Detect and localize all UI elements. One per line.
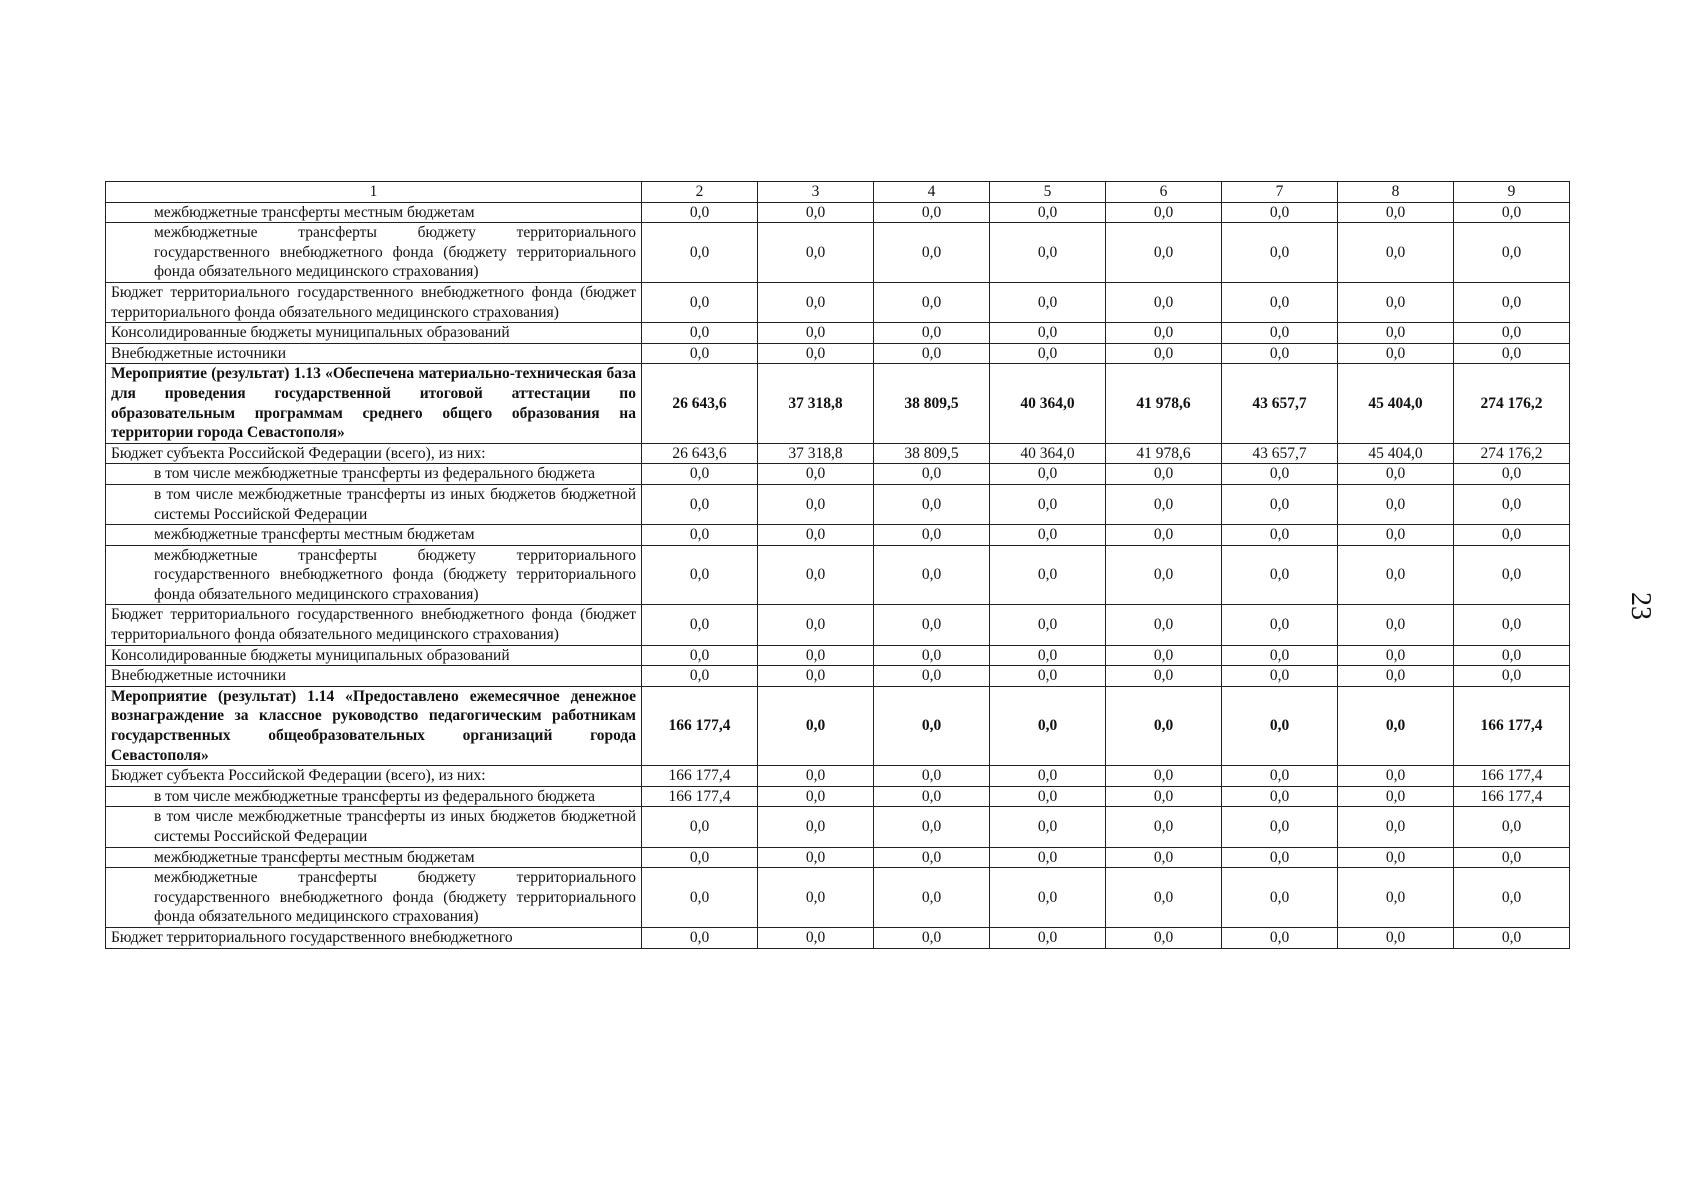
value-cell: 0,0 <box>1222 525 1338 546</box>
table-row <box>106 645 1570 666</box>
value-cell: 0,0 <box>1454 545 1570 605</box>
value-cell: 0,0 <box>1454 282 1570 322</box>
value-cell: 0,0 <box>990 666 1106 687</box>
value-cell: 0,0 <box>990 545 1106 605</box>
value-cell: 0,0 <box>758 525 874 546</box>
value-cell: 0,0 <box>874 807 990 847</box>
value-cell: 0,0 <box>990 847 1106 868</box>
table-row <box>106 323 1570 344</box>
value-cell: 0,0 <box>1222 202 1338 223</box>
table-row <box>106 686 1570 765</box>
header-row <box>106 182 1570 203</box>
value-cell: 0,0 <box>1338 847 1454 868</box>
value-cell: 0,0 <box>758 847 874 868</box>
value-cell: 0,0 <box>1106 927 1222 948</box>
value-cell: 0,0 <box>758 868 874 928</box>
value-cell: 274 176,2 <box>1454 443 1570 464</box>
value-cell: 0,0 <box>990 927 1106 948</box>
value-cell: 0,0 <box>1106 786 1222 807</box>
header-cell: 4 <box>874 182 990 203</box>
value-cell: 26 643,6 <box>642 364 758 443</box>
row-label: в том числе межбюджетные трансферты из иных бюджетов бюджетной системы Российской Федерации <box>106 807 642 847</box>
header-cell: 7 <box>1222 182 1338 203</box>
value-cell: 0,0 <box>1106 525 1222 546</box>
budget-table-sheet <box>105 181 1570 949</box>
header-cell: 8 <box>1338 182 1454 203</box>
value-cell: 0,0 <box>874 645 990 666</box>
table-row <box>106 545 1570 605</box>
value-cell: 0,0 <box>990 223 1106 283</box>
value-cell: 0,0 <box>1338 686 1454 765</box>
value-cell: 37 318,8 <box>758 443 874 464</box>
value-cell: 0,0 <box>1222 847 1338 868</box>
value-cell: 0,0 <box>642 927 758 948</box>
value-cell: 0,0 <box>990 282 1106 322</box>
value-cell: 0,0 <box>1454 807 1570 847</box>
value-cell: 0,0 <box>990 343 1106 364</box>
value-cell: 0,0 <box>642 807 758 847</box>
value-cell: 0,0 <box>874 464 990 485</box>
value-cell: 40 364,0 <box>990 364 1106 443</box>
value-cell: 0,0 <box>874 786 990 807</box>
value-cell: 40 364,0 <box>990 443 1106 464</box>
value-cell: 0,0 <box>1222 464 1338 485</box>
value-cell: 0,0 <box>990 323 1106 344</box>
header-cell: 6 <box>1106 182 1222 203</box>
row-label: Внебюджетные источники <box>106 666 642 687</box>
row-label: Мероприятие (результат) 1.14 «Предоставлено ежемесячное денежное вознаграждение за классное руководство педагогическим работникам государственных общеобразовательных организаций города Севастополя» <box>106 686 642 765</box>
value-cell: 274 176,2 <box>1454 364 1570 443</box>
value-cell: 0,0 <box>1454 927 1570 948</box>
value-cell: 0,0 <box>1338 545 1454 605</box>
value-cell: 0,0 <box>1222 927 1338 948</box>
value-cell: 0,0 <box>1106 847 1222 868</box>
value-cell: 0,0 <box>1454 525 1570 546</box>
value-cell: 0,0 <box>874 484 990 524</box>
value-cell: 0,0 <box>1106 202 1222 223</box>
row-label: межбюджетные трансферты бюджету территориального государственного внебюджетного фонда (бюджету территориального фонда обязательного медицинского страхования) <box>106 223 642 283</box>
value-cell: 0,0 <box>642 605 758 645</box>
value-cell: 0,0 <box>1454 343 1570 364</box>
value-cell: 0,0 <box>1338 323 1454 344</box>
value-cell: 0,0 <box>1338 786 1454 807</box>
value-cell: 0,0 <box>1454 323 1570 344</box>
value-cell: 0,0 <box>758 282 874 322</box>
value-cell: 0,0 <box>1106 666 1222 687</box>
value-cell: 0,0 <box>1222 605 1338 645</box>
value-cell: 0,0 <box>990 686 1106 765</box>
value-cell: 0,0 <box>758 223 874 283</box>
value-cell: 0,0 <box>1338 927 1454 948</box>
value-cell: 38 809,5 <box>874 443 990 464</box>
value-cell: 0,0 <box>1338 666 1454 687</box>
value-cell: 45 404,0 <box>1338 443 1454 464</box>
value-cell: 0,0 <box>758 786 874 807</box>
row-label: межбюджетные трансферты местным бюджетам <box>106 847 642 868</box>
value-cell: 0,0 <box>642 202 758 223</box>
table-row <box>106 868 1570 928</box>
table-row <box>106 847 1570 868</box>
value-cell: 0,0 <box>874 545 990 605</box>
value-cell: 41 978,6 <box>1106 443 1222 464</box>
value-cell: 0,0 <box>990 605 1106 645</box>
value-cell: 0,0 <box>874 605 990 645</box>
value-cell: 0,0 <box>1338 202 1454 223</box>
value-cell: 0,0 <box>1454 645 1570 666</box>
value-cell: 0,0 <box>1106 223 1222 283</box>
header-cell: 1 <box>106 182 642 203</box>
table-body <box>106 182 1570 949</box>
table-row <box>106 786 1570 807</box>
value-cell: 0,0 <box>1106 868 1222 928</box>
value-cell: 0,0 <box>1222 282 1338 322</box>
value-cell: 0,0 <box>642 464 758 485</box>
value-cell: 0,0 <box>1338 525 1454 546</box>
table-row <box>106 223 1570 283</box>
value-cell: 0,0 <box>1106 282 1222 322</box>
value-cell: 166 177,4 <box>642 686 758 765</box>
value-cell: 0,0 <box>642 545 758 605</box>
value-cell: 0,0 <box>990 464 1106 485</box>
value-cell: 0,0 <box>990 868 1106 928</box>
value-cell: 0,0 <box>1454 202 1570 223</box>
value-cell: 38 809,5 <box>874 364 990 443</box>
row-label: Консолидированные бюджеты муниципальных образований <box>106 645 642 666</box>
table-row <box>106 766 1570 787</box>
value-cell: 0,0 <box>1222 484 1338 524</box>
value-cell: 0,0 <box>874 847 990 868</box>
value-cell: 0,0 <box>1338 343 1454 364</box>
row-label: межбюджетные трансферты местным бюджетам <box>106 202 642 223</box>
value-cell: 0,0 <box>1222 666 1338 687</box>
page-number: 23 <box>1625 592 1656 620</box>
value-cell: 0,0 <box>1338 464 1454 485</box>
table-row <box>106 464 1570 485</box>
header-cell: 9 <box>1454 182 1570 203</box>
value-cell: 0,0 <box>758 323 874 344</box>
row-label: Внебюджетные источники <box>106 343 642 364</box>
value-cell: 0,0 <box>1338 645 1454 666</box>
value-cell: 0,0 <box>874 927 990 948</box>
value-cell: 0,0 <box>990 202 1106 223</box>
value-cell: 0,0 <box>1222 545 1338 605</box>
value-cell: 166 177,4 <box>642 766 758 787</box>
value-cell: 0,0 <box>1454 605 1570 645</box>
value-cell: 0,0 <box>1106 605 1222 645</box>
value-cell: 0,0 <box>1106 686 1222 765</box>
value-cell: 0,0 <box>758 343 874 364</box>
table-row <box>106 666 1570 687</box>
value-cell: 0,0 <box>642 223 758 283</box>
value-cell: 0,0 <box>642 868 758 928</box>
table-row <box>106 605 1570 645</box>
value-cell: 0,0 <box>758 666 874 687</box>
value-cell: 0,0 <box>990 786 1106 807</box>
row-label: Бюджет территориального государственного внебюджетного фонда (бюджет территориального фонда обязательного медицинского страхования) <box>106 282 642 322</box>
header-cell: 5 <box>990 182 1106 203</box>
row-label: в том числе межбюджетные трансферты из иных бюджетов бюджетной системы Российской Федерации <box>106 484 642 524</box>
value-cell: 0,0 <box>1338 807 1454 847</box>
value-cell: 0,0 <box>1454 666 1570 687</box>
value-cell: 0,0 <box>1106 545 1222 605</box>
value-cell: 0,0 <box>758 645 874 666</box>
value-cell: 166 177,4 <box>1454 786 1570 807</box>
value-cell: 0,0 <box>1338 484 1454 524</box>
value-cell: 0,0 <box>1106 766 1222 787</box>
value-cell: 0,0 <box>1106 484 1222 524</box>
value-cell: 0,0 <box>1454 847 1570 868</box>
value-cell: 0,0 <box>642 666 758 687</box>
row-label: межбюджетные трансферты бюджету территориального государственного внебюджетного фонда (бюджету территориального фонда обязательного медицинского страхования) <box>106 545 642 605</box>
value-cell: 0,0 <box>1106 807 1222 847</box>
row-label: межбюджетные трансферты бюджету территориального государственного внебюджетного фонда (бюджету территориального фонда обязательного медицинского страхования) <box>106 868 642 928</box>
table-row <box>106 443 1570 464</box>
table-row <box>106 807 1570 847</box>
value-cell: 0,0 <box>874 223 990 283</box>
value-cell: 0,0 <box>1454 484 1570 524</box>
value-cell: 0,0 <box>1222 645 1338 666</box>
value-cell: 0,0 <box>990 525 1106 546</box>
value-cell: 166 177,4 <box>642 786 758 807</box>
value-cell: 0,0 <box>642 525 758 546</box>
value-cell: 0,0 <box>642 484 758 524</box>
value-cell: 0,0 <box>1454 868 1570 928</box>
value-cell: 0,0 <box>1106 323 1222 344</box>
table-row <box>106 484 1570 524</box>
value-cell: 43 657,7 <box>1222 364 1338 443</box>
value-cell: 0,0 <box>990 807 1106 847</box>
value-cell: 0,0 <box>874 868 990 928</box>
value-cell: 0,0 <box>758 484 874 524</box>
header-cell: 3 <box>758 182 874 203</box>
row-label: Бюджет территориального государственного внебюджетного фонда (бюджет территориального фонда обязательного медицинского страхования) <box>106 605 642 645</box>
value-cell: 0,0 <box>1222 223 1338 283</box>
value-cell: 0,0 <box>1222 686 1338 765</box>
row-label: Бюджет территориального государственного внебюджетного <box>106 927 642 948</box>
row-label: в том числе межбюджетные трансферты из федерального бюджета <box>106 786 642 807</box>
value-cell: 0,0 <box>642 847 758 868</box>
value-cell: 0,0 <box>1106 464 1222 485</box>
value-cell: 37 318,8 <box>758 364 874 443</box>
value-cell: 0,0 <box>758 807 874 847</box>
value-cell: 0,0 <box>874 343 990 364</box>
value-cell: 0,0 <box>1222 343 1338 364</box>
header-cell: 2 <box>642 182 758 203</box>
value-cell: 0,0 <box>1222 807 1338 847</box>
value-cell: 0,0 <box>874 525 990 546</box>
table-row <box>106 525 1570 546</box>
row-label: Бюджет субъекта Российской Федерации (всего), из них: <box>106 443 642 464</box>
value-cell: 0,0 <box>758 202 874 223</box>
value-cell: 0,0 <box>874 666 990 687</box>
value-cell: 0,0 <box>1222 786 1338 807</box>
row-label: межбюджетные трансферты местным бюджетам <box>106 525 642 546</box>
value-cell: 0,0 <box>1338 282 1454 322</box>
value-cell: 0,0 <box>1338 223 1454 283</box>
value-cell: 0,0 <box>1222 323 1338 344</box>
table-row <box>106 343 1570 364</box>
value-cell: 0,0 <box>1454 464 1570 485</box>
value-cell: 0,0 <box>642 282 758 322</box>
table-row <box>106 202 1570 223</box>
value-cell: 0,0 <box>1338 605 1454 645</box>
value-cell: 0,0 <box>874 766 990 787</box>
value-cell: 0,0 <box>758 927 874 948</box>
value-cell: 0,0 <box>990 766 1106 787</box>
table-row <box>106 364 1570 443</box>
value-cell: 0,0 <box>758 605 874 645</box>
value-cell: 0,0 <box>758 464 874 485</box>
table-row <box>106 927 1570 948</box>
row-label: в том числе межбюджетные трансферты из федерального бюджета <box>106 464 642 485</box>
value-cell: 0,0 <box>1222 766 1338 787</box>
value-cell: 0,0 <box>642 645 758 666</box>
value-cell: 45 404,0 <box>1338 364 1454 443</box>
value-cell: 0,0 <box>874 282 990 322</box>
budget-table <box>105 181 1570 949</box>
value-cell: 43 657,7 <box>1222 443 1338 464</box>
row-label: Консолидированные бюджеты муниципальных образований <box>106 323 642 344</box>
value-cell: 166 177,4 <box>1454 766 1570 787</box>
value-cell: 0,0 <box>1338 766 1454 787</box>
value-cell: 0,0 <box>874 202 990 223</box>
value-cell: 0,0 <box>1338 868 1454 928</box>
value-cell: 0,0 <box>642 343 758 364</box>
value-cell: 166 177,4 <box>1454 686 1570 765</box>
value-cell: 0,0 <box>758 686 874 765</box>
value-cell: 41 978,6 <box>1106 364 1222 443</box>
value-cell: 26 643,6 <box>642 443 758 464</box>
value-cell: 0,0 <box>874 686 990 765</box>
value-cell: 0,0 <box>1454 223 1570 283</box>
table-row <box>106 282 1570 322</box>
value-cell: 0,0 <box>1106 343 1222 364</box>
value-cell: 0,0 <box>1222 868 1338 928</box>
row-label: Бюджет субъекта Российской Федерации (всего), из них: <box>106 766 642 787</box>
value-cell: 0,0 <box>642 323 758 344</box>
value-cell: 0,0 <box>1106 645 1222 666</box>
value-cell: 0,0 <box>758 766 874 787</box>
value-cell: 0,0 <box>874 323 990 344</box>
value-cell: 0,0 <box>990 484 1106 524</box>
row-label: Мероприятие (результат) 1.13 «Обеспечена материально-техническая база для проведения государственной итоговой аттестации по образовательным программам среднего общего образования на территории города Севастополя» <box>106 364 642 443</box>
value-cell: 0,0 <box>758 545 874 605</box>
value-cell: 0,0 <box>990 645 1106 666</box>
